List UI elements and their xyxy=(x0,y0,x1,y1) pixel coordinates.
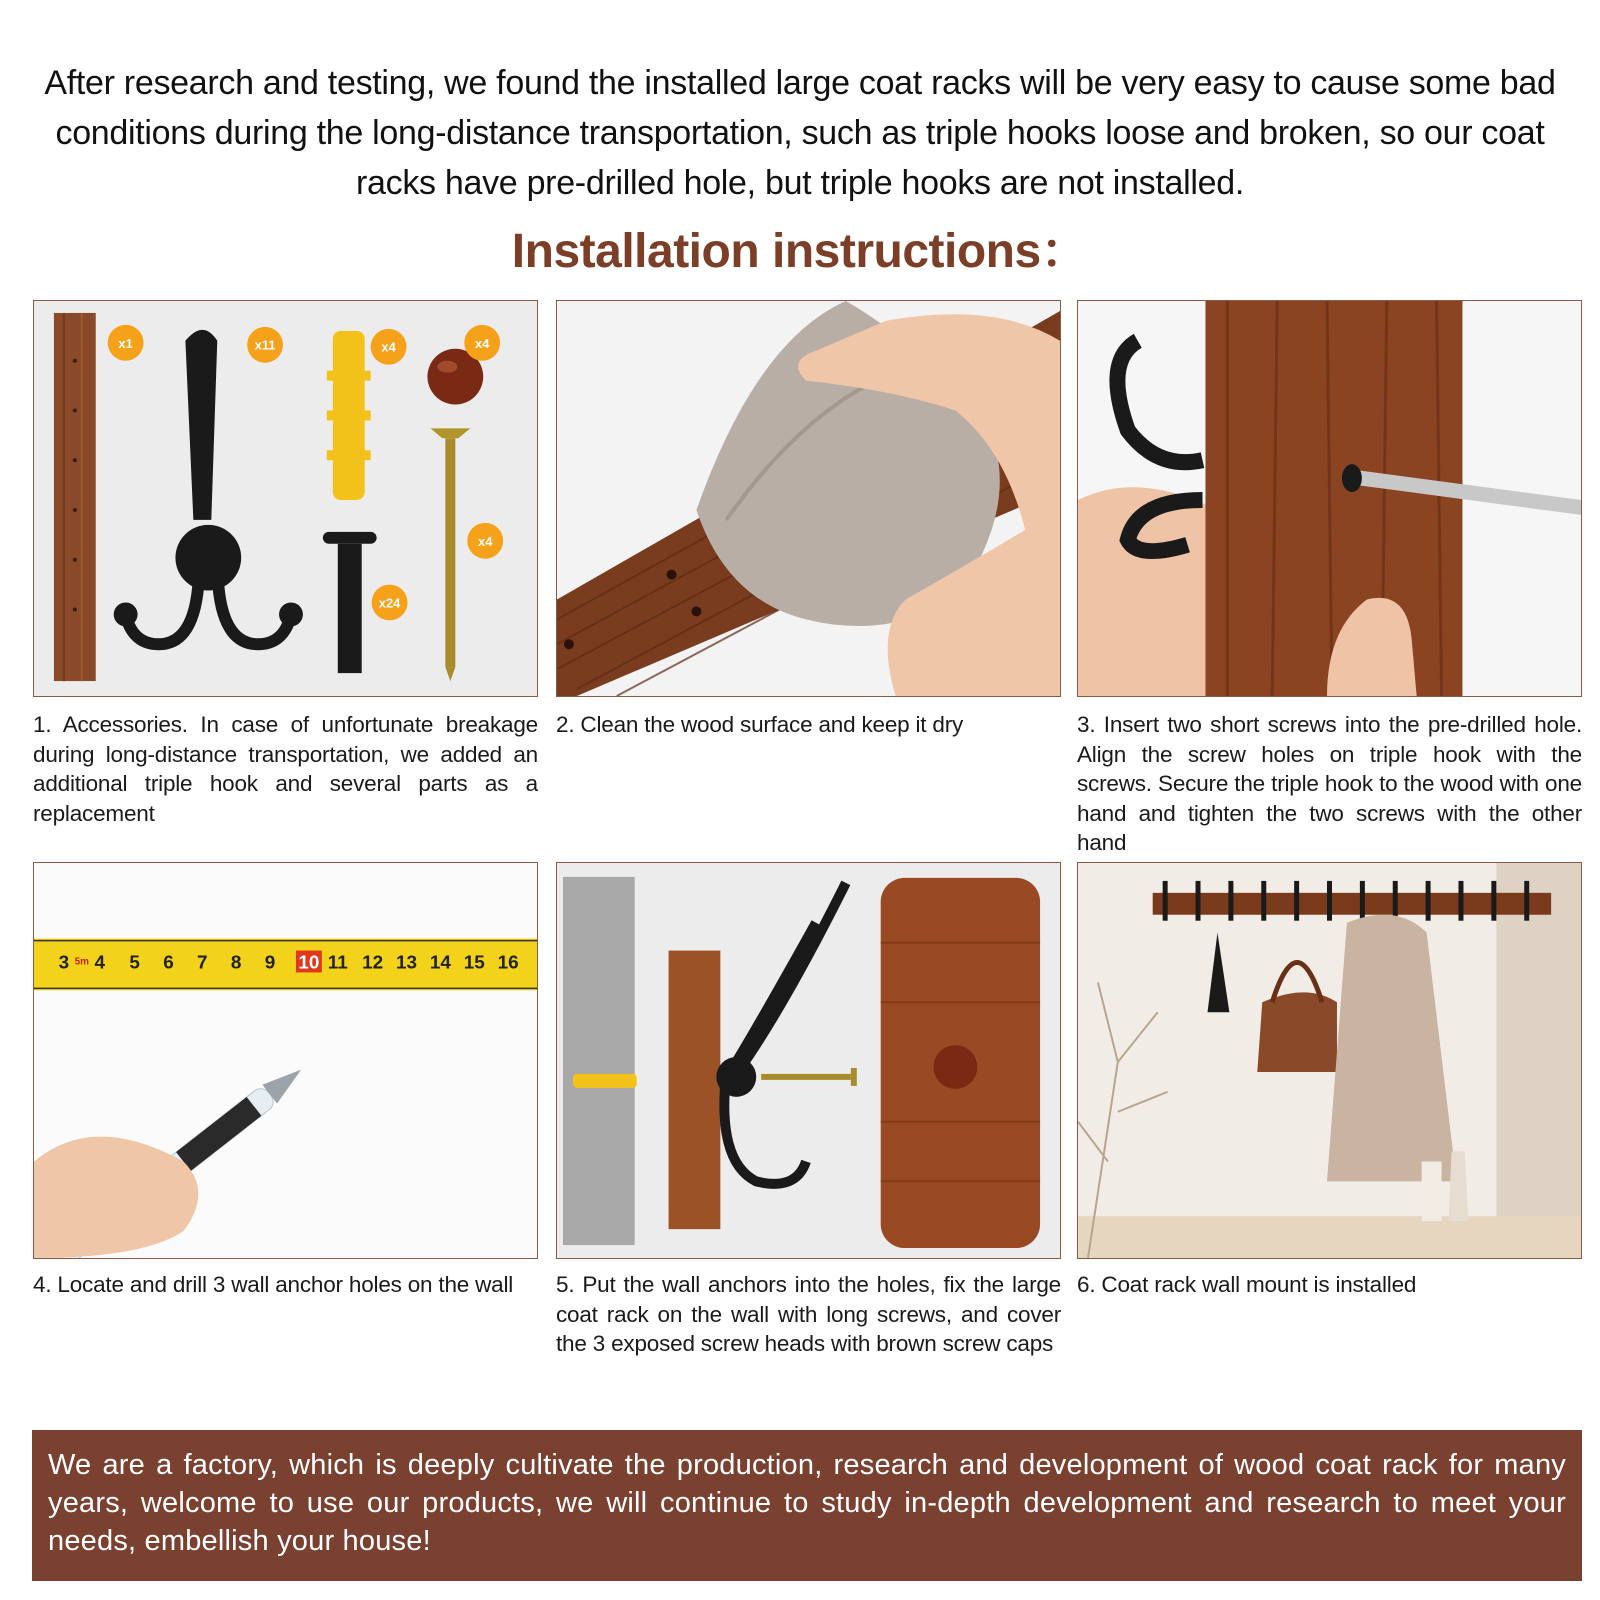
wood-post xyxy=(1205,301,1462,696)
svg-text:x4: x4 xyxy=(381,339,396,355)
svg-text:3: 3 xyxy=(58,952,70,974)
handbag xyxy=(1257,992,1337,1072)
step-3-image xyxy=(1077,300,1582,697)
svg-text:8: 8 xyxy=(230,952,242,974)
svg-text:5m: 5m xyxy=(74,956,90,968)
measuring-tape xyxy=(34,939,537,991)
svg-text:6: 6 xyxy=(163,952,174,974)
svg-text:x11: x11 xyxy=(254,337,276,353)
step-5-caption: 5. Put the wall anchors into the holes, fix the large coat rack on the wall with long screws, and cover the 3 exposed screw heads with brown screw caps xyxy=(556,1272,1061,1356)
step-2-image xyxy=(556,300,1061,697)
intro-text: After research and testing, we found the installed large coat racks will be very easy to cause some bad conditions during the long-distance transportation, such as triple hooks loose and broken, so our coat racks have pre-drilled hole, but triple hooks are not installed. xyxy=(44,64,1556,202)
svg-text:7: 7 xyxy=(197,952,208,974)
svg-text:12: 12 xyxy=(362,952,384,974)
svg-text:4: 4 xyxy=(94,952,105,974)
svg-text:5: 5 xyxy=(129,952,140,974)
vase xyxy=(1422,1161,1442,1221)
svg-text:11: 11 xyxy=(327,952,348,974)
step-1-image xyxy=(33,300,538,697)
step-1-caption: 1. Accessories. In case of unfortunate breakage during long-distance transportation, we added an additional triple hook and several parts as a replacement xyxy=(33,712,538,826)
step-5-image xyxy=(556,862,1061,1259)
svg-text:15: 15 xyxy=(463,952,485,974)
wood-side xyxy=(669,951,721,1230)
step-4-caption: 4. Locate and drill 3 wall anchor holes on the wall xyxy=(33,1272,514,1297)
installation-heading: Installation instructions： xyxy=(511,225,1089,278)
svg-text:x24: x24 xyxy=(378,595,401,611)
step-4-image xyxy=(33,862,538,1259)
svg-text:x4: x4 xyxy=(478,533,493,549)
wall-anchor xyxy=(573,1074,637,1088)
step-6-caption: 6. Coat rack wall mount is installed xyxy=(1077,1272,1417,1297)
svg-text:13: 13 xyxy=(395,952,418,974)
svg-text:x4: x4 xyxy=(475,335,490,351)
wall-anchor xyxy=(327,331,371,500)
svg-text:10: 10 xyxy=(298,952,320,974)
svg-text:9: 9 xyxy=(264,952,276,974)
svg-text:14: 14 xyxy=(429,952,451,974)
factory-footer-banner: We are a factory, which is deeply cultivate the production, research and development of wood coat rack for many years, welcome to use our products, we will continue to study in-depth development and research to meet your needs, embellish your house! xyxy=(32,1430,1582,1581)
step-2-caption: 2. Clean the wood surface and keep it dry xyxy=(556,712,964,737)
step-6-image xyxy=(1077,862,1582,1259)
wood-board xyxy=(54,313,96,681)
svg-text:x1: x1 xyxy=(118,335,133,351)
step-3-caption: 3. Insert two short screws into the pre-drilled hole. Align the screw holes on triple hook with the screws. Secure the triple hook to the wood with one hand and tighten the two screws with the other hand xyxy=(1077,712,1582,855)
concrete-wall xyxy=(563,877,635,1245)
screw-cap xyxy=(934,1045,978,1089)
svg-text:16: 16 xyxy=(497,952,519,974)
